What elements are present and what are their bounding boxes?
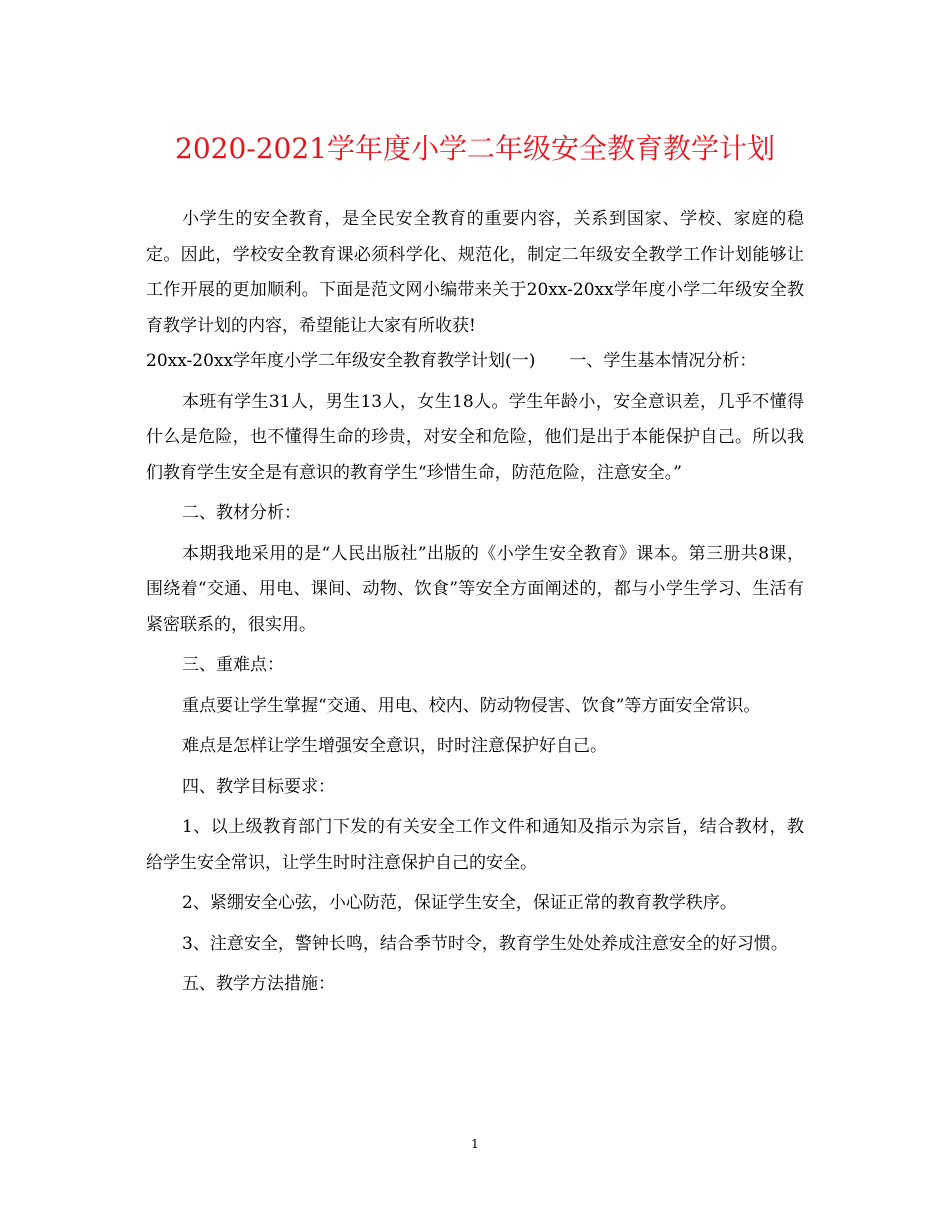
list-item-goal-1: 1、以上级教育部门下发的有关安全工作文件和通知及指示为宗旨，结合教材，教给学生安全常识，让学生时时注意保护自己的安全。	[146, 817, 804, 873]
page-number: 1	[471, 1137, 479, 1151]
section-heading-methods: 五、教学方法措施：	[182, 974, 335, 994]
list-item-goal-2: 2、紧绷安全心弦，小心防范，保证学生安全，保证正常的教育教学秩序。	[182, 893, 737, 913]
section-heading-goals: 四、教学目标要求：	[182, 776, 335, 797]
paragraph-student-analysis: 本班有学生31人，男生13人，女生18人。学生年龄小，安全意识差，几乎不懂得什么是危险，也不懂得生命的珍贵，对安全和危险，他们是出于本能保护自己。所以我们教育学生安全是有意识的教育学生“珍惜生命，防范危险，注意安全。”	[146, 391, 804, 483]
paragraph-difficulties: 难点是怎样让学生增强安全意识，时时注意保护好自己。	[182, 736, 607, 756]
paragraph-key-points: 重点要让学生掌握“交通、用电、校内、防动物侵害、饮食”等方面安全常识。	[182, 695, 761, 716]
section-heading-key-points: 三、重难点：	[182, 655, 284, 675]
list-item-goal-3: 3、注意安全，警钟长鸣，结合季节时令，教育学生处处养成注意安全的好习惯。	[182, 933, 788, 954]
paragraph-intro: 小学生的安全教育，是全民安全教育的重要内容，关系到国家、学校、家庭的稳定。因此，学校安全教育课必须科学化、规范化，制定二年级安全教学工作计划能够让工作开展的更加顺利。下面是范文网小编带来关于20xx-20xx学年度小学二年级安全教育教学计划的内容，希望能让大家有所收获!	[146, 209, 804, 336]
document-title: 2020-2021学年度小学二年级安全教育教学计划	[175, 132, 775, 165]
paragraph-textbook: 本期我地采用的是“人民出版社”出版的《小学生安全教育》课本。第三册共8课，围绕着“交通、用电、课间、动物、饮食”等安全方面阐述的，都与小学生学习、生活有紧密联系的，很实用。	[146, 543, 804, 635]
section-heading-textbook: 二、教材分析：	[182, 503, 301, 523]
document-body	[146, 202, 804, 1003]
paragraph-plan-heading: 20xx-20xx学年度小学二年级安全教育教学计划(一) 一、学生基本情况分析：	[146, 351, 757, 371]
